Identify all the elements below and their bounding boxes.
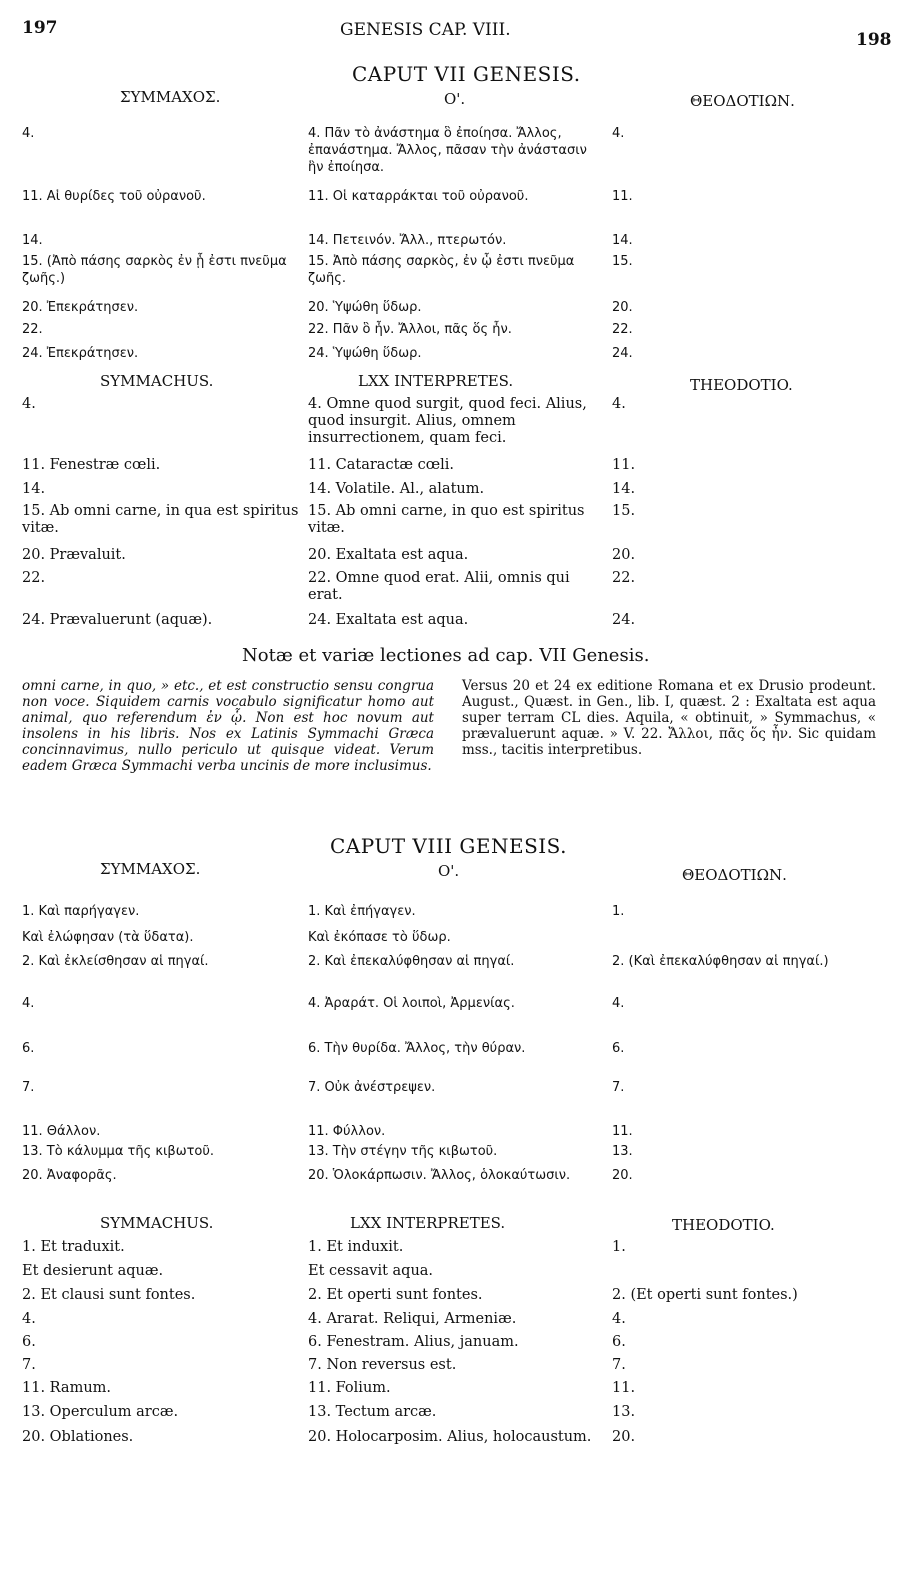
symmachus-cell: 6.: [22, 1041, 35, 1056]
theodotion-cell: 24.: [612, 346, 633, 361]
theodotion-cell: 1.: [612, 904, 625, 919]
cap7-title: CAPUT VII GENESIS.: [352, 62, 581, 86]
lxx-cell: 13. Τὴν στέγην τῆς κιβωτοῦ.: [308, 1144, 498, 1159]
lxx-cell: 4. Omne quod surgit, quod feci. Alius, quod insurgit. Alius, omnem insurrectionem, quam feci.: [308, 396, 587, 446]
theodotion-cell: 4.: [612, 996, 625, 1011]
lxx-cell: 11. Οἱ καταρράκται τοῦ οὐρανοῦ.: [308, 189, 529, 204]
theodotion-cell: 7.: [612, 1080, 625, 1095]
theodotion-cell: 2. (Et operti sunt fontes.): [612, 1287, 798, 1303]
cap8-latin-head-2: LXX INTERPRETES.: [350, 1214, 506, 1232]
theodotion-cell: 20.: [612, 547, 636, 563]
left-page-number: 197: [22, 18, 58, 38]
theodotion-cell: 4.: [612, 126, 625, 141]
lxx-cell: 6. Fenestram. Alius, januam.: [308, 1334, 519, 1350]
symmachus-cell: 11. Αἱ θυρίδες τοῦ οὐρανοῦ.: [22, 189, 206, 204]
symmachus-cell: 22.: [22, 322, 43, 337]
lxx-cell: 11. Folium.: [308, 1380, 391, 1396]
lxx-cell: Et cessavit aqua.: [308, 1263, 434, 1279]
symmachus-cell: 7.: [22, 1080, 35, 1095]
symmachus-cell: 14.: [22, 233, 43, 248]
theodotion-cell: 13.: [612, 1144, 633, 1159]
symmachus-cell: Καὶ ἐλώφησαν (τὰ ὕδατα).: [22, 930, 194, 945]
symmachus-cell: 1. Et traduxit.: [22, 1239, 125, 1255]
cap7-greek-head-1: ΣΥΜΜΑΧΟΣ.: [120, 88, 221, 106]
theodotion-cell: 4.: [612, 396, 626, 412]
symmachus-cell: 11. Θάλλον.: [22, 1124, 101, 1139]
theodotion-cell: 14.: [612, 233, 633, 248]
cap8-latin-head-1: SYMMACHUS.: [100, 1214, 214, 1232]
lxx-cell: 7. Non reversus est.: [308, 1357, 457, 1373]
notes-right-column: Versus 20 et 24 ex editione Romana et ex Drusio prodeunt. August., Quæst. in Gen., lib. I, quæst. 2 : Exaltata est aqua super terram CL dies. Aquila, « obtinuit, » Symmachus, « prævaluerunt aquæ. » V. 22. Ἄλλοι, πᾶς ὅς ἦν. Sic quidam mss., tacitis interpretibus.: [462, 678, 876, 758]
cap8-greek-head-2: O'.: [438, 862, 460, 880]
theodotion-cell: 14.: [612, 481, 636, 497]
theodotion-cell: 2. (Καὶ ἐπεκαλύφθησαν αἱ πηγαί.): [612, 954, 829, 969]
lxx-cell: 1. Et induxit.: [308, 1239, 404, 1255]
theodotion-cell: 11.: [612, 1124, 633, 1139]
lxx-cell: Καὶ ἐκόπασε τὸ ὕδωρ.: [308, 930, 451, 945]
symmachus-cell: 4.: [22, 126, 35, 141]
lxx-cell: 4. Ararat. Reliqui, Armeniæ.: [308, 1311, 517, 1327]
cap7-greek-head-3: ΘΕΟΔΟΤΙΩΝ.: [690, 92, 795, 110]
symmachus-cell: 20. Ἐπεκράτησεν.: [22, 300, 139, 315]
lxx-cell: 20. Exaltata est aqua.: [308, 547, 469, 563]
symmachus-cell: 7.: [22, 1357, 36, 1373]
lxx-cell: 22. Πᾶν ὃ ἦν. Ἄλλοι, πᾶς ὅς ἦν.: [308, 322, 512, 337]
symmachus-cell: 4.: [22, 396, 36, 412]
cap8-title: CAPUT VIII GENESIS.: [330, 834, 568, 858]
symmachus-cell: 20. Oblationes.: [22, 1429, 134, 1445]
symmachus-cell: 20. Prævaluit.: [22, 547, 126, 563]
symmachus-cell: 2. Καὶ ἐκλείσθησαν αἱ πηγαί.: [22, 954, 209, 969]
lxx-cell: 2. Et operti sunt fontes.: [308, 1287, 483, 1303]
theodotion-cell: 15.: [612, 254, 633, 269]
symmachus-cell: 20. Ἀναφορᾶς.: [22, 1168, 117, 1183]
cap8-greek-head-3: ΘΕΟΔΟΤΙΩΝ.: [682, 866, 787, 884]
theodotion-cell: 20.: [612, 1429, 636, 1445]
theodotion-cell: 15.: [612, 503, 636, 519]
lxx-cell: 14. Πετεινόν. Ἄλλ., πτερωτόν.: [308, 233, 507, 248]
theodotion-cell: 6.: [612, 1041, 625, 1056]
notes-title: Notæ et variæ lectiones ad cap. VII Genesis.: [242, 645, 650, 666]
lxx-cell: 15. Ἀπὸ πάσης σαρκὸς, ἐν ᾧ ἐστι πνεῦμα ζωῆς.: [308, 254, 575, 286]
cap7-latin-head-2: LXX INTERPRETES.: [358, 372, 514, 390]
lxx-cell: 11. Φύλλον.: [308, 1124, 386, 1139]
theodotion-cell: 13.: [612, 1404, 636, 1420]
symmachus-cell: 15. Ab omni carne, in qua est spiritus vitæ.: [22, 503, 299, 536]
theodotion-cell: 20.: [612, 1168, 633, 1183]
lxx-cell: 24. Ὑψώθη ὕδωρ.: [308, 346, 422, 361]
theodotion-cell: 24.: [612, 612, 636, 628]
lxx-cell: 1. Καὶ ἐπήγαγεν.: [308, 904, 416, 919]
cap7-greek-head-2: O'.: [444, 90, 466, 108]
theodotion-cell: 11.: [612, 189, 633, 204]
lxx-cell: 2. Καὶ ἐπεκαλύφθησαν αἱ πηγαί.: [308, 954, 515, 969]
symmachus-cell: 2. Et clausi sunt fontes.: [22, 1287, 196, 1303]
notes-left-column: omni carne, in quo, » etc., et est constructio sensu congrua non voce. Siquidem carnis vocabulo significatur homo aut animal, quo referendum ἐν ᾧ. Non est hoc novum aut insolens in his libris. Nos ex Latinis Symmachi Græca concinnavimus, nullo periculo ut quisque videat. Verum eadem Græca Symmachi verba uncinis de more inclusimus.: [22, 678, 434, 774]
symmachus-cell: 4.: [22, 1311, 36, 1327]
theodotion-cell: 4.: [612, 1311, 626, 1327]
lxx-cell: 20. Holocarposim. Alius, holocaustum.: [308, 1429, 592, 1445]
symmachus-cell: 14.: [22, 481, 46, 497]
theodotion-cell: 22.: [612, 570, 636, 586]
lxx-cell: 13. Tectum arcæ.: [308, 1404, 437, 1420]
symmachus-cell: Et desierunt aquæ.: [22, 1263, 164, 1279]
lxx-cell: 7. Οὐκ ἀνέστρεψεν.: [308, 1080, 436, 1095]
lxx-cell: 6. Τὴν θυρίδα. Ἄλλος, τὴν θύραν.: [308, 1041, 526, 1056]
theodotion-cell: 11.: [612, 457, 636, 473]
lxx-cell: 4. Πᾶν τὸ ἀνάστημα ὃ ἐποίησα. Ἄλλος, ἐπανάστημα. Ἄλλος, πᾶσαν τὴν ἀνάστασιν ἣν ἐποίησα.: [308, 126, 587, 175]
cap7-latin-head-1: SYMMACHUS.: [100, 372, 214, 390]
symmachus-cell: 11. Ramum.: [22, 1380, 112, 1396]
theodotion-cell: 7.: [612, 1357, 626, 1373]
symmachus-cell: 4.: [22, 996, 35, 1011]
theodotion-cell: 1.: [612, 1239, 626, 1255]
symmachus-cell: 1. Καὶ παρήγαγεν.: [22, 904, 140, 919]
theodotion-cell: 6.: [612, 1334, 626, 1350]
theodotion-cell: 20.: [612, 300, 633, 315]
lxx-cell: 22. Omne quod erat. Alii, omnis qui erat.: [308, 570, 570, 603]
symmachus-cell: 15. (Ἀπὸ πάσης σαρκὸς ἐν ᾗ ἐστι πνεῦμα ζωῆς.): [22, 254, 287, 286]
symmachus-cell: 13. Operculum arcæ.: [22, 1404, 179, 1420]
theodotion-cell: 22.: [612, 322, 633, 337]
cap8-greek-head-1: ΣΥΜΜΑΧΟΣ.: [100, 860, 201, 878]
lxx-cell: 20. Ὑψώθη ὕδωρ.: [308, 300, 422, 315]
symmachus-cell: 13. Τὸ κάλυμμα τῆς κιβωτοῦ.: [22, 1144, 215, 1159]
lxx-cell: 14. Volatile. Al., alatum.: [308, 481, 485, 497]
running-title: GENESIS CAP. VIII.: [340, 20, 511, 40]
lxx-cell: 20. Ὁλοκάρπωσιν. Ἄλλος, ὁλοκαύτωσιν.: [308, 1168, 571, 1183]
cap7-latin-head-3: THEODOTIO.: [690, 376, 793, 394]
right-page-number: 198: [856, 30, 892, 50]
symmachus-cell: 24. Prævaluerunt (aquæ).: [22, 612, 213, 628]
theodotion-cell: 11.: [612, 1380, 636, 1396]
cap8-latin-head-3: THEODOTIO.: [672, 1216, 775, 1234]
lxx-cell: 11. Cataractæ cœli.: [308, 457, 454, 473]
symmachus-cell: 6.: [22, 1334, 36, 1350]
lxx-cell: 15. Ab omni carne, in quo est spiritus vitæ.: [308, 503, 585, 536]
lxx-cell: 4. Ἀραράτ. Οἱ λοιποὶ, Ἀρμενίας.: [308, 996, 515, 1011]
lxx-cell: 24. Exaltata est aqua.: [308, 612, 469, 628]
symmachus-cell: 22.: [22, 570, 46, 586]
symmachus-cell: 11. Fenestræ cœli.: [22, 457, 161, 473]
symmachus-cell: 24. Ἐπεκράτησεν.: [22, 346, 139, 361]
